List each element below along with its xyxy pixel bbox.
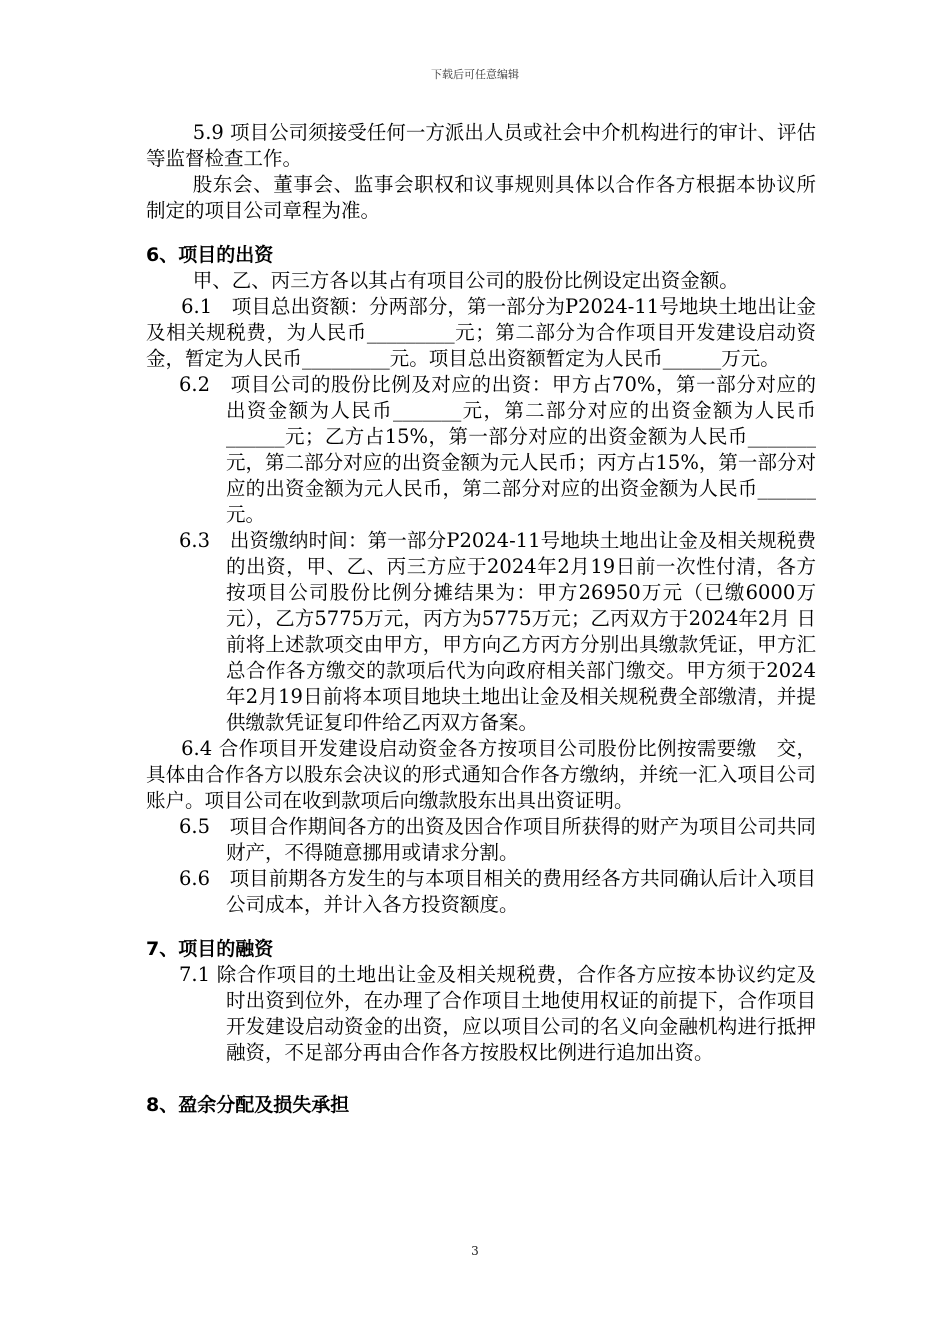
page-header: 下载后可任意编辑	[431, 68, 519, 81]
section-8-heading: 8、盈余分配及损失承担	[146, 1094, 350, 1116]
clause-6-2: 6.2 项目公司的股份比例及对应的出资：甲方占70%，第一部分对应的出资金额为人民币_______元，第二部分对应的出资金额为人民币______元；乙方占15%，第一部分对应的出资金额为人民币_______元，第二部分对应的出资金额为元人民币；丙方占15%，第一部分对应的出资金额为元人民币，第二部分对应的出资金额为人民币______元。	[179, 373, 816, 526]
clause-6-6: 6.6 项目前期各方发生的与本项目相关的费用经各方共同确认后计入项目公司成本，并计入各方投资额度。	[179, 867, 816, 916]
page-number: 3	[471, 1244, 479, 1258]
clause-6-1: 6.1 项目总出资额：分两部分，第一部分为P2024-11号地块土地出让金及相关规税费，为人民币_________元；第二部分为合作项目开发建设启动资金，暂定为人民币_________元。项目总出资额暂定为人民币______万元。	[146, 295, 816, 370]
document-body	[146, 120, 816, 1118]
clause-5-9: 5.9 项目公司须接受任何一方派出人员或社会中介机构进行的审计、评估等监督检查工作。	[146, 121, 816, 170]
clause-7-1: 7.1 除合作项目的土地出让金及相关规税费，合作各方应按本协议约定及时出资到位外，在办理了合作项目土地使用权证的前提下，合作项目开发建设启动资金的出资，应以项目公司的名义向金融机构进行抵押融资，不足部分再由合作各方按股权比例进行追加出资。	[179, 963, 816, 1064]
section-6-intro: 甲、乙、丙三方各以其占有项目公司的股份比例设定出资金额。	[192, 269, 739, 292]
rules-paragraph: 股东会、董事会、监事会职权和议事规则具体以合作各方根据本协议所制定的项目公司章程为准。	[146, 173, 816, 222]
clause-6-5: 6.5 项目合作期间各方的出资及因合作项目所获得的财产为项目公司共同财产，不得随意挪用或请求分割。	[179, 815, 816, 864]
section-7-heading: 7、项目的融资	[146, 938, 274, 960]
clause-6-3: 6.3 出资缴纳时间：第一部分P2024-11号地块土地出让金及相关规税费的出资，甲、乙、丙三方应于2024年2月19日前一次性付清，各方按项目公司股份比例分摊结果为：甲方26950万元（已缴6000万元），乙方5775万元，丙方为5775万元；乙丙双方于2024年2月 日前将上述款项交由甲方，甲方向乙方丙方分别出具缴款凭证，甲方汇总合作各方缴交的款项后代为向政府相关部门缴交。甲方须于2024年2月19日前将本项目地块土地出让金及相关规税费全部缴清，并提供缴款凭证复印件给乙丙双方备案。	[179, 529, 816, 734]
section-6-heading: 6、项目的出资	[146, 244, 274, 266]
clause-6-4: 6.4 合作项目开发建设启动资金各方按项目公司股份比例按需要缴 交，具体由合作各方以股东会决议的形式通知合作各方缴纳，并统一汇入项目公司账户。项目公司在收到款项后向缴款股东出具出资证明。	[146, 737, 816, 812]
